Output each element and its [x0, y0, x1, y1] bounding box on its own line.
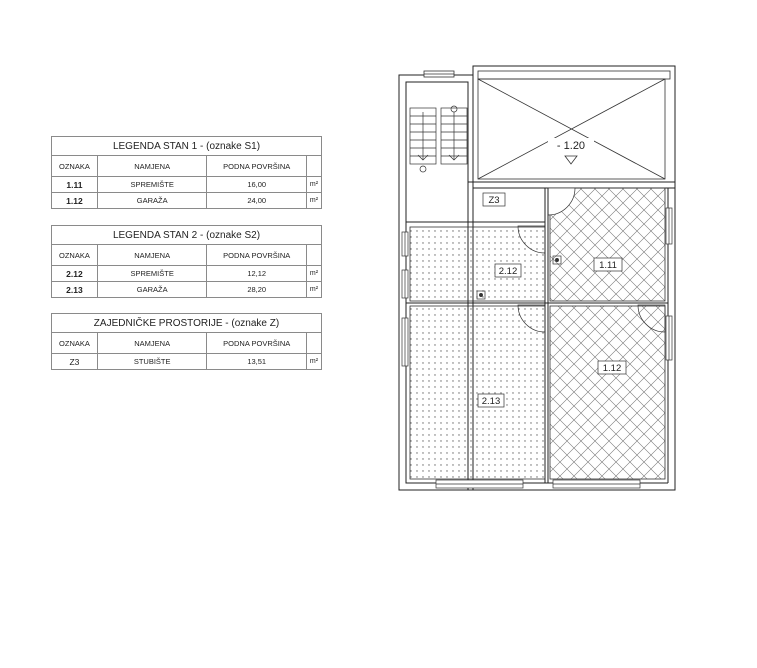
garage-doors	[436, 480, 640, 488]
room-1-12	[550, 306, 665, 479]
room-area: 13,51	[207, 354, 307, 370]
room-label-1-12: 1.12	[602, 363, 622, 374]
legend-title: LEGENDA STAN 1 - (oznake S1)	[52, 137, 322, 156]
staircase	[410, 106, 467, 172]
header-podna-povrsina: PODNA POVRŠINA	[207, 156, 307, 177]
room-area: 16,00	[207, 177, 307, 193]
area-unit: m²	[307, 177, 322, 193]
room-area: 28,20	[207, 282, 307, 298]
room-code: 2.12	[52, 266, 98, 282]
room-area: 24,00	[207, 193, 307, 209]
legend-title: LEGENDA STAN 2 - (oznake S2)	[52, 226, 322, 245]
area-unit: m²	[307, 354, 322, 370]
room-label-2-13: 2.13	[481, 396, 501, 407]
room-code: 2.13	[52, 282, 98, 298]
header-namjena: NAMJENA	[97, 245, 207, 266]
area-unit: m²	[307, 282, 322, 298]
header-oznaka: OZNAKA	[52, 156, 98, 177]
header-namjena: NAMJENA	[97, 333, 207, 354]
room-label-2-12: 2.12	[498, 266, 518, 277]
header-oznaka: OZNAKA	[52, 333, 98, 354]
room-area: 12,12	[207, 266, 307, 282]
room-use: STUBIŠTE	[97, 354, 207, 370]
void-area	[478, 71, 670, 179]
room-use: GARAŽA	[97, 193, 207, 209]
level-triangle-icon	[565, 156, 577, 164]
room-use: SPREMIŠTE	[97, 177, 207, 193]
room-label-z3: Z3	[488, 195, 500, 206]
room-code: Z3	[52, 354, 98, 370]
room-code: 1.12	[52, 193, 98, 209]
room-code: 1.11	[52, 177, 98, 193]
room-2-12	[410, 227, 545, 301]
room-2-13	[410, 306, 545, 479]
top-window	[424, 71, 454, 77]
room-use: SPREMIŠTE	[97, 266, 207, 282]
room-label-1-11: 1.11	[599, 260, 617, 271]
header-podna-povrsina: PODNA POVRŠINA	[207, 245, 307, 266]
legend-title: ZAJEDNIČKE PROSTORIJE - (oznake Z)	[52, 314, 322, 333]
header-oznaka: OZNAKA	[52, 245, 98, 266]
header-podna-povrsina: PODNA POVRŠINA	[207, 333, 307, 354]
room-use: GARAŽA	[97, 282, 207, 298]
header-namjena: NAMJENA	[97, 156, 207, 177]
area-unit: m²	[307, 193, 322, 209]
level-mark: - 1.20	[556, 140, 586, 152]
area-unit: m²	[307, 266, 322, 282]
